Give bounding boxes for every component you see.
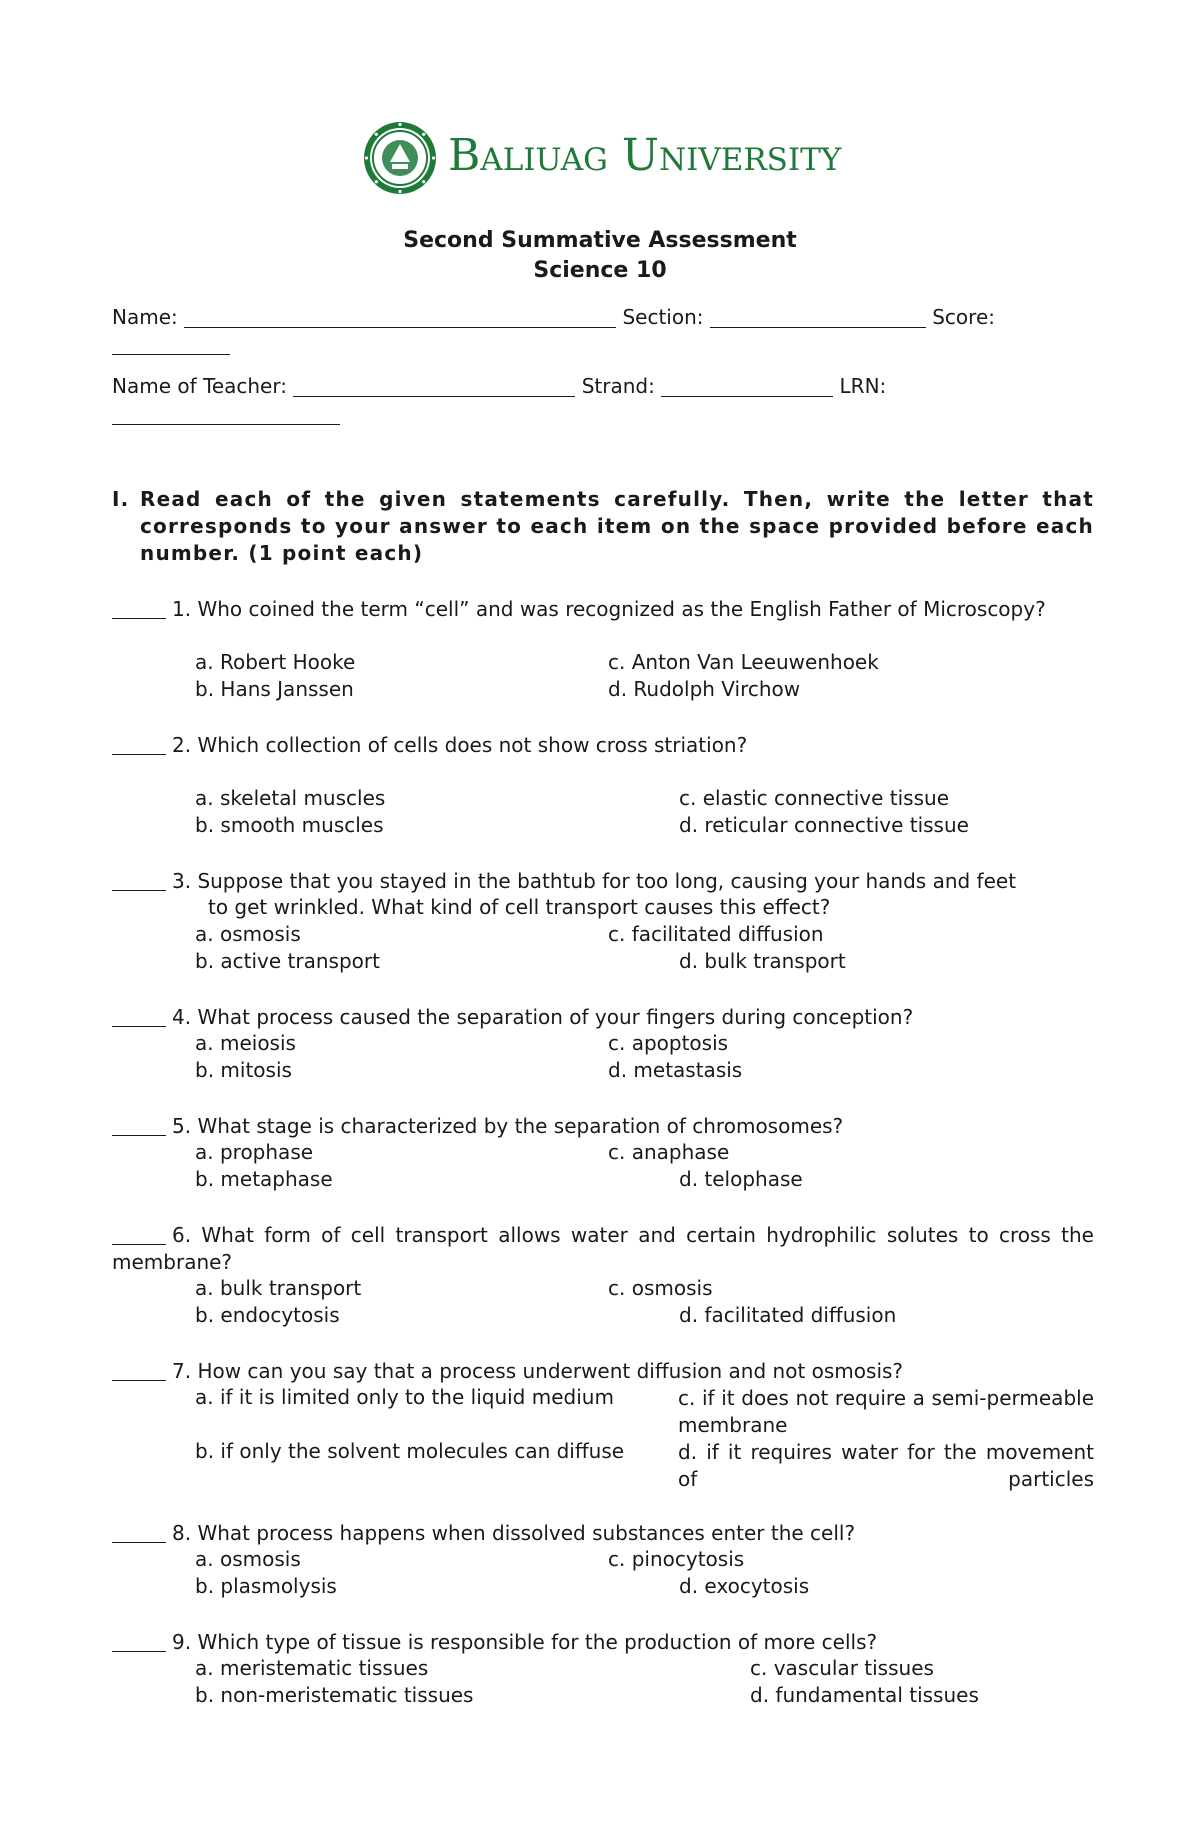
option-4d: d. metastasis: [608, 1058, 743, 1082]
option-9b: b. non-meristematic tissues: [195, 1683, 474, 1707]
option-9c: c. vascular tissues: [750, 1656, 934, 1680]
answer-blank-2[interactable]: [112, 734, 166, 755]
option-3b: b. active transport: [195, 949, 380, 973]
score-label: Score:: [932, 305, 995, 329]
question-stem: 6. What form of cell transport allows water and certain hydrophilic solutes to cross the membrane?: [112, 1223, 1094, 1274]
lrn-label: LRN:: [839, 374, 887, 398]
university-name: Baliuag University: [448, 130, 842, 181]
answer-blank-6[interactable]: [112, 1224, 166, 1245]
question-stem: 8. What process happens when dissolved substances enter the cell?: [172, 1521, 856, 1545]
assessment-title: Second Summative Assessment: [403, 228, 797, 253]
section-field[interactable]: [710, 305, 926, 328]
name-label: Name:: [112, 305, 178, 329]
question-stem: 4. What process caused the separation of your fingers during conception?: [172, 1005, 914, 1029]
option-4a: a. meiosis: [195, 1031, 296, 1055]
option-2b: b. smooth muscles: [195, 813, 384, 837]
option-1a: a. Robert Hooke: [195, 650, 356, 674]
question-stem: 9. Which type of tissue is responsible for the production of more cells?: [172, 1630, 878, 1654]
option-5a: a. prophase: [195, 1140, 314, 1164]
answer-blank-7[interactable]: [112, 1360, 166, 1381]
strand-label: Strand:: [581, 374, 655, 398]
option-6b: b. endocytosis: [195, 1303, 340, 1327]
option-3d: d. bulk transport: [679, 949, 846, 973]
option-9a: a. meristematic tissues: [195, 1656, 429, 1680]
option-7b: b. if only the solvent molecules can diffuse: [195, 1439, 625, 1463]
question-stem: 7. How can you say that a process underwent diffusion and not osmosis?: [172, 1359, 904, 1383]
option-7a: a. if it is limited only to the liquid medium: [195, 1385, 614, 1409]
option-8b: b. plasmolysis: [195, 1574, 337, 1598]
option-4b: b. mitosis: [195, 1058, 292, 1082]
option-1c: c. Anton Van Leeuwenhoek: [608, 650, 879, 674]
university-seal-icon: [362, 120, 438, 196]
section-label: Section:: [622, 305, 704, 329]
option-7c-line: [678, 1385, 1094, 1439]
option-9d: d. fundamental tissues: [750, 1683, 979, 1707]
question-3: [112, 868, 1094, 895]
name-field[interactable]: [184, 305, 616, 328]
question-stem: 3. Suppose that you stayed in the bathtub for too long, causing your hands and feet: [172, 869, 1017, 893]
option-7c: c. if it does not require a semi-permeable membrane: [678, 1386, 1094, 1437]
option-6d: d. facilitated diffusion: [679, 1303, 897, 1327]
question-6: [112, 1222, 1094, 1276]
question-1: [112, 596, 1094, 623]
option-5c: c. anaphase: [608, 1140, 730, 1164]
lrn-field[interactable]: [112, 402, 340, 425]
option-2a: a. skeletal muscles: [195, 786, 386, 810]
question-8: [112, 1520, 1094, 1547]
question-7: [112, 1358, 1094, 1385]
answer-blank-1[interactable]: [112, 598, 166, 619]
question-stem: 2. Which collection of cells does not show cross striation?: [172, 733, 748, 757]
teacher-row: [112, 374, 886, 398]
option-7d-line: [678, 1439, 1094, 1493]
score-field-row: [112, 332, 230, 356]
question-2: [112, 732, 1094, 759]
teacher-field[interactable]: [293, 374, 575, 397]
question-5: [112, 1113, 1094, 1140]
option-1d: d. Rudolph Virchow: [608, 677, 801, 701]
option-8c: c. pinocytosis: [608, 1547, 745, 1571]
option-8a: a. osmosis: [195, 1547, 301, 1571]
option-2d: d. reticular connective tissue: [679, 813, 969, 837]
question-4: [112, 1004, 1094, 1031]
option-3c: c. facilitated diffusion: [608, 922, 824, 946]
instructions: [112, 486, 1094, 567]
option-6a: a. bulk transport: [195, 1276, 362, 1300]
strand-field[interactable]: [661, 374, 833, 397]
instructions-text: Read each of the given statements carefully. Then, write the letter that corresponds to your answer to each item on the space provided before each number. (1 point each): [140, 487, 1094, 565]
question-9: [112, 1629, 1094, 1656]
option-8d: d. exocytosis: [679, 1574, 810, 1598]
option-3a: a. osmosis: [195, 922, 301, 946]
instructions-number: I.: [112, 487, 130, 511]
option-1b: b. Hans Janssen: [195, 677, 354, 701]
option-7d: d. if it requires water for the movement of particles: [678, 1440, 1094, 1491]
lrn-field-row: [112, 402, 340, 426]
subject-title: Science 10: [533, 258, 667, 283]
option-5b: b. metaphase: [195, 1167, 333, 1191]
option-5d: d. telophase: [679, 1167, 803, 1191]
question-stem: 5. What stage is characterized by the separation of chromosomes?: [172, 1114, 844, 1138]
answer-blank-9[interactable]: [112, 1631, 166, 1652]
option-6c: c. osmosis: [608, 1276, 713, 1300]
score-field[interactable]: [112, 332, 230, 355]
question-3-stem-continued: to get wrinkled. What kind of cell transport causes this effect?: [208, 895, 831, 919]
name-row: [112, 305, 995, 329]
question-stem: 1. Who coined the term “cell” and was recognized as the English Father of Microscopy?: [172, 597, 1046, 621]
option-2c: c. elastic connective tissue: [679, 786, 949, 810]
answer-blank-3[interactable]: [112, 870, 166, 891]
university-header: [362, 120, 902, 196]
answer-blank-5[interactable]: [112, 1115, 166, 1136]
answer-blank-8[interactable]: [112, 1522, 166, 1543]
option-4c: c. apoptosis: [608, 1031, 729, 1055]
teacher-label: Name of Teacher:: [112, 374, 287, 398]
answer-blank-4[interactable]: [112, 1006, 166, 1027]
